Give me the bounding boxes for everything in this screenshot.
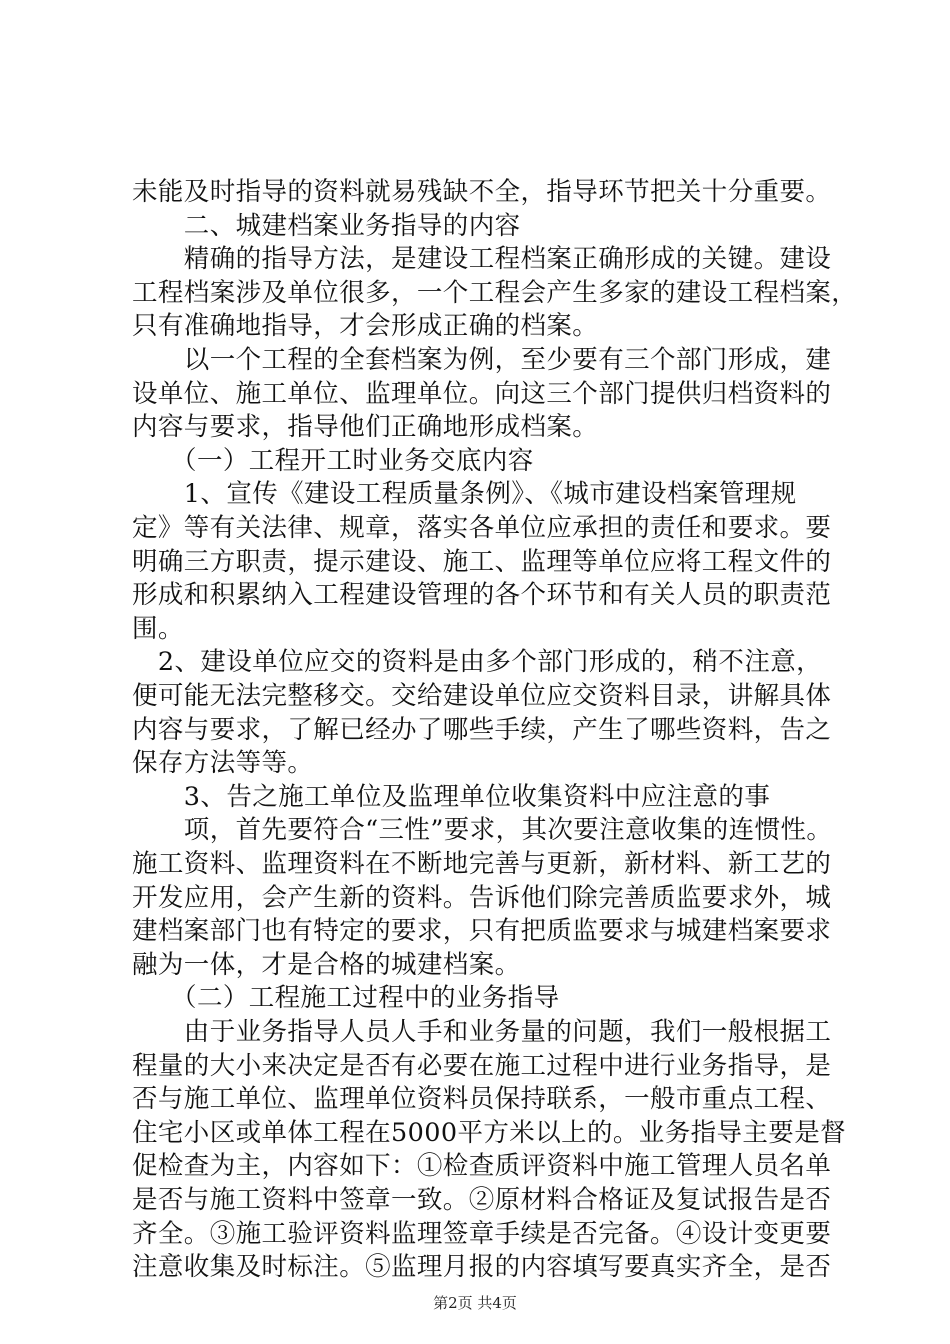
- text-line: 程量的大小来决定是否有必要在施工过程中进行业务指导，是: [132, 1050, 832, 1081]
- text-line: 促检查为主，内容如下：①检查质评资料中施工管理人员名单: [132, 1151, 832, 1182]
- text-line: 否与施工单位、监理单位资料员保持联系，一般市重点工程、: [132, 1084, 832, 1115]
- text-line: 施工资料、监理资料在不断地完善与更新，新材料、新工艺的: [132, 849, 832, 879]
- text-line: 由于业务指导人员人手和业务量的问题，我们一般根据工: [132, 1017, 832, 1047]
- text-line: （一）工程开工时业务交底内容: [132, 445, 534, 476]
- text-line: 形成和积累纳入工程建设管理的各个环节和有关人员的职责范: [132, 580, 832, 611]
- text-line: 便可能无法完整移交。交给建设单位应交资料目录，讲解具体: [132, 681, 832, 711]
- text-line: 内容与要求，了解已经办了哪些手续，产生了哪些资料，告之: [132, 714, 832, 745]
- text-line: 以一个工程的全套档案为例，至少要有三个部门形成，建: [132, 345, 832, 375]
- text-line: （二）工程施工过程中的业务指导: [132, 983, 560, 1014]
- text-line: 融为一体，才是合格的城建档案。: [132, 949, 521, 980]
- page-footer: 第2页 共4页: [433, 1294, 517, 1312]
- text-line: 项，首先要符合“三性”要求，其次要注意收集的连惯性。: [132, 815, 833, 846]
- text-line: 围。: [132, 613, 184, 644]
- text-line: 3、告之施工单位及监理单位收集资料中应注意的事: [132, 781, 771, 812]
- text-line: 只有准确地指导，才会形成正确的档案。: [132, 311, 599, 342]
- text-line: 内容与要求，指导他们正确地形成档案。: [132, 412, 599, 443]
- text-line: 齐全。③施工验评资料监理签章手续是否完备。④设计变更要: [132, 1218, 832, 1249]
- text-line: 2、建设单位应交的资料是由多个部门形成的，稍不注意，: [132, 647, 823, 678]
- text-line: 明确三方职责，提示建设、施工、监理等单位应将工程文件的: [132, 546, 832, 577]
- text-line: 建档案部门也有特定的要求，只有把质监要求与城建档案要求: [132, 916, 832, 947]
- text-line: 工程档案涉及单位很多，一个工程会产生多家的建设工程档案，: [132, 277, 858, 308]
- text-line: 定》等有关法律、规章，落实各单位应承担的责任和要求。要: [132, 513, 832, 543]
- text-line: 1、宣传《建设工程质量条例》、《城市建设档案管理规: [132, 479, 797, 510]
- text-line: 住宅小区或单体工程在5000平方米以上的。业务指导主要是督: [132, 1117, 846, 1148]
- text-line: 精确的指导方法，是建设工程档案正确形成的关键。建设: [132, 244, 832, 275]
- text-line: 二、城建档案业务指导的内容: [132, 210, 521, 241]
- text-line: 未能及时指导的资料就易残缺不全，指导环节把关十分重要。: [132, 177, 832, 207]
- text-line: 设单位、施工单位、监理单位。向这三个部门提供归档资料的: [132, 378, 832, 409]
- text-line: 注意收集及时标注。⑤监理月报的内容填写要真实齐全，是否: [132, 1252, 832, 1283]
- text-line: 是否与施工资料中签章一致。②原材料合格证及复试报告是否: [132, 1185, 832, 1215]
- text-line: 开发应用，会产生新的资料。告诉他们除完善质监要求外，城: [132, 882, 832, 913]
- text-line: 保存方法等等。: [132, 748, 314, 779]
